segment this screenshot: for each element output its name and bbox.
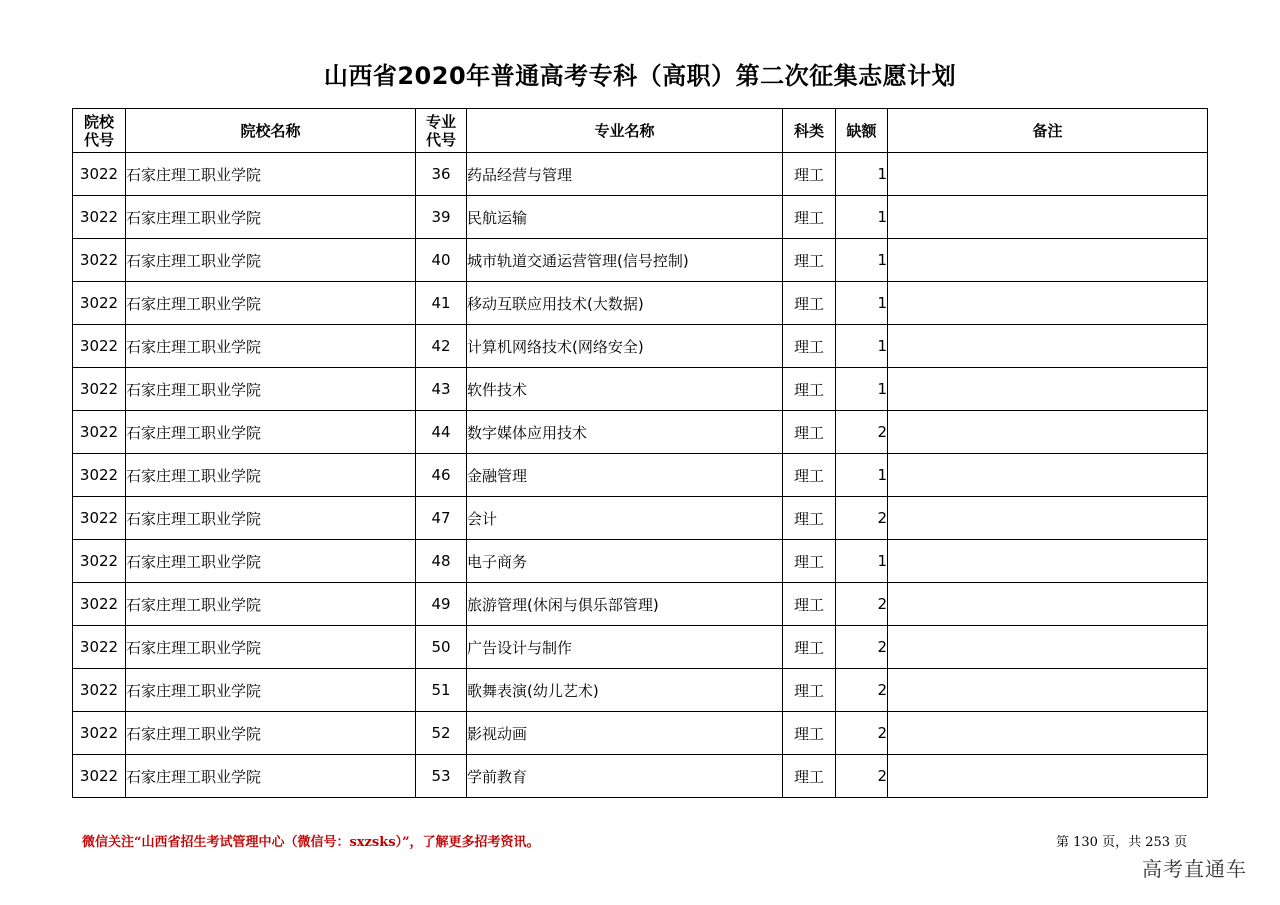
cell-major-code: 44 — [416, 411, 467, 454]
table-row — [73, 583, 1208, 626]
cell-major-code: 46 — [416, 454, 467, 497]
table-row — [73, 669, 1208, 712]
cell-major-code: 41 — [416, 282, 467, 325]
table-row — [73, 755, 1208, 798]
cell-major-code: 39 — [416, 196, 467, 239]
cell-major-name: 会计 — [467, 497, 783, 540]
cell-school-code: 3022 — [73, 626, 126, 669]
cell-category: 理工 — [783, 239, 836, 282]
cell-school-name: 石家庄理工职业学院 — [126, 368, 416, 411]
cell-remark — [888, 282, 1208, 325]
cell-major-name: 歌舞表演(幼儿艺术) — [467, 669, 783, 712]
cell-remark — [888, 454, 1208, 497]
table-row — [73, 712, 1208, 755]
table-row — [73, 540, 1208, 583]
cell-quota: 1 — [836, 196, 888, 239]
cell-category: 理工 — [783, 196, 836, 239]
cell-quota: 2 — [836, 712, 888, 755]
cell-remark — [888, 411, 1208, 454]
cell-remark — [888, 626, 1208, 669]
cell-school-name: 石家庄理工职业学院 — [126, 583, 416, 626]
cell-major-name: 影视动画 — [467, 712, 783, 755]
header-school-name: 院校名称 — [126, 109, 416, 153]
cell-school-name: 石家庄理工职业学院 — [126, 239, 416, 282]
cell-school-code: 3022 — [73, 153, 126, 196]
cell-major-code: 48 — [416, 540, 467, 583]
cell-major-name: 移动互联应用技术(大数据) — [467, 282, 783, 325]
table-row — [73, 626, 1208, 669]
cell-category: 理工 — [783, 712, 836, 755]
table-row — [73, 325, 1208, 368]
cell-remark — [888, 196, 1208, 239]
cell-remark — [888, 239, 1208, 282]
cell-major-code: 40 — [416, 239, 467, 282]
cell-category: 理工 — [783, 454, 836, 497]
cell-school-code: 3022 — [73, 454, 126, 497]
table-row — [73, 454, 1208, 497]
header-quota: 缺额 — [836, 109, 888, 153]
table-row — [73, 153, 1208, 196]
header-category: 科类 — [783, 109, 836, 153]
cell-major-name: 软件技术 — [467, 368, 783, 411]
cell-major-code: 50 — [416, 626, 467, 669]
cell-major-code: 51 — [416, 669, 467, 712]
header-remark: 备注 — [888, 109, 1208, 153]
cell-school-code: 3022 — [73, 583, 126, 626]
watermark-logo-text: 高考直通车 — [1142, 857, 1247, 881]
header-school-code: 院校 代号 — [73, 109, 126, 153]
cell-quota: 1 — [836, 325, 888, 368]
cell-major-code: 53 — [416, 755, 467, 798]
cell-quota: 2 — [836, 411, 888, 454]
cell-school-name: 石家庄理工职业学院 — [126, 196, 416, 239]
cell-major-code: 36 — [416, 153, 467, 196]
cell-remark — [888, 153, 1208, 196]
plan-table — [72, 108, 1208, 798]
cell-major-name: 广告设计与制作 — [467, 626, 783, 669]
cell-school-name: 石家庄理工职业学院 — [126, 325, 416, 368]
table-row — [73, 239, 1208, 282]
cell-major-name: 旅游管理(休闲与俱乐部管理) — [467, 583, 783, 626]
cell-school-code: 3022 — [73, 755, 126, 798]
cell-school-code: 3022 — [73, 669, 126, 712]
cell-quota: 1 — [836, 282, 888, 325]
cell-school-code: 3022 — [73, 540, 126, 583]
cell-major-name: 计算机网络技术(网络安全) — [467, 325, 783, 368]
cell-school-name: 石家庄理工职业学院 — [126, 497, 416, 540]
cell-quota: 1 — [836, 368, 888, 411]
cell-remark — [888, 325, 1208, 368]
cell-school-name: 石家庄理工职业学院 — [126, 153, 416, 196]
cell-quota: 1 — [836, 454, 888, 497]
cell-category: 理工 — [783, 368, 836, 411]
cell-quota: 2 — [836, 583, 888, 626]
cell-major-name: 民航运输 — [467, 196, 783, 239]
cell-major-name: 数字媒体应用技术 — [467, 411, 783, 454]
cell-major-name: 金融管理 — [467, 454, 783, 497]
cell-category: 理工 — [783, 153, 836, 196]
cell-school-name: 石家庄理工职业学院 — [126, 712, 416, 755]
footer-wechat-note: 微信关注“山西省招生考试管理中心（微信号：sxzsks）”，了解更多招考资讯。 — [82, 835, 540, 850]
page-title: 山西省2020年普通高考专科（高职）第二次征集志愿计划 — [323, 62, 957, 90]
cell-major-name: 城市轨道交通运营管理(信号控制) — [467, 239, 783, 282]
cell-school-name: 石家庄理工职业学院 — [126, 626, 416, 669]
cell-school-name: 石家庄理工职业学院 — [126, 282, 416, 325]
cell-school-name: 石家庄理工职业学院 — [126, 411, 416, 454]
cell-school-name: 石家庄理工职业学院 — [126, 669, 416, 712]
table-row — [73, 368, 1208, 411]
table-row — [73, 411, 1208, 454]
cell-quota: 2 — [836, 626, 888, 669]
cell-remark — [888, 497, 1208, 540]
cell-quota: 1 — [836, 153, 888, 196]
cell-major-name: 电子商务 — [467, 540, 783, 583]
cell-quota: 2 — [836, 755, 888, 798]
cell-category: 理工 — [783, 540, 836, 583]
cell-category: 理工 — [783, 669, 836, 712]
table-row — [73, 282, 1208, 325]
cell-quota: 2 — [836, 669, 888, 712]
cell-school-code: 3022 — [73, 712, 126, 755]
cell-major-name: 学前教育 — [467, 755, 783, 798]
cell-major-code: 43 — [416, 368, 467, 411]
cell-category: 理工 — [783, 626, 836, 669]
page-number: 第 130 页，共 253 页 — [1056, 835, 1188, 850]
cell-school-code: 3022 — [73, 325, 126, 368]
cell-school-code: 3022 — [73, 196, 126, 239]
cell-remark — [888, 368, 1208, 411]
cell-category: 理工 — [783, 282, 836, 325]
table-row — [73, 196, 1208, 239]
cell-category: 理工 — [783, 583, 836, 626]
table-header-row — [73, 109, 1208, 153]
cell-remark — [888, 712, 1208, 755]
cell-school-code: 3022 — [73, 282, 126, 325]
cell-school-code: 3022 — [73, 497, 126, 540]
cell-category: 理工 — [783, 325, 836, 368]
cell-category: 理工 — [783, 411, 836, 454]
cell-quota: 1 — [836, 239, 888, 282]
cell-remark — [888, 540, 1208, 583]
cell-major-code: 52 — [416, 712, 467, 755]
header-major-name: 专业名称 — [467, 109, 783, 153]
cell-major-code: 47 — [416, 497, 467, 540]
cell-school-code: 3022 — [73, 239, 126, 282]
cell-major-code: 42 — [416, 325, 467, 368]
cell-school-code: 3022 — [73, 411, 126, 454]
header-major-code: 专业 代号 — [416, 109, 467, 153]
cell-school-code: 3022 — [73, 368, 126, 411]
cell-remark — [888, 755, 1208, 798]
cell-major-name: 药品经营与管理 — [467, 153, 783, 196]
cell-school-name: 石家庄理工职业学院 — [126, 755, 416, 798]
table-row — [73, 497, 1208, 540]
cell-category: 理工 — [783, 755, 836, 798]
cell-major-code: 49 — [416, 583, 467, 626]
cell-category: 理工 — [783, 497, 836, 540]
cell-quota: 1 — [836, 540, 888, 583]
cell-remark — [888, 669, 1208, 712]
cell-remark — [888, 583, 1208, 626]
cell-school-name: 石家庄理工职业学院 — [126, 454, 416, 497]
cell-quota: 2 — [836, 497, 888, 540]
cell-school-name: 石家庄理工职业学院 — [126, 540, 416, 583]
